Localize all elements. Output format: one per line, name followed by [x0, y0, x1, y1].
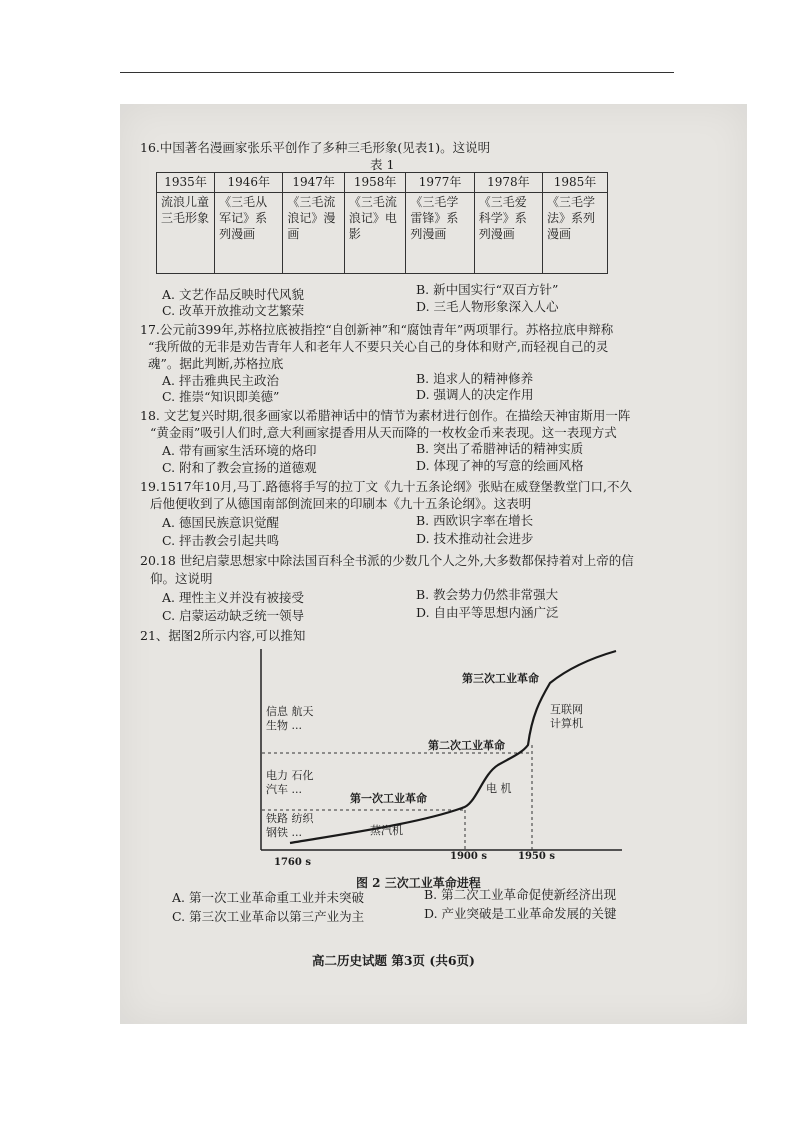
label-bio: 生物 ... — [266, 719, 302, 732]
tick-1760s: 1760 s — [274, 857, 311, 868]
table-year: 1958年 — [344, 173, 406, 193]
table-work: 《三毛从军记》系列漫画 — [215, 193, 283, 274]
q17-line-2: “我所做的无非是劝告青年人和老年人不要只关心自己的身体和财产,而轻视自己的灵 — [148, 339, 609, 354]
q19-option-b: B. 西欧识字率在增长 — [416, 513, 534, 528]
table-work: 流浪儿童三毛形象 — [157, 193, 215, 274]
q18-option-b: B. 突出了希腊神话的精神实质 — [416, 441, 584, 456]
q19-option-c: C. 抨击教会引起共鸣 — [162, 533, 280, 548]
label-steam: 蒸汽机 — [370, 824, 403, 837]
label-elec: 电力 石化 — [266, 769, 314, 782]
q17-option-b: B. 追求人的精神修养 — [416, 371, 534, 386]
label-rev1: 第一次工业革命 — [350, 792, 427, 805]
label-rail: 铁路 纺织 — [266, 812, 314, 825]
q21-option-a: A. 第一次工业革命重工业并未突破 — [172, 890, 364, 905]
q19-line-1: 19.1517年10月,马丁.路德将手写的拉丁文《九十五条论纲》张贴在威登堡教堂门口,不久 — [140, 479, 633, 494]
q21-option-d: D. 产业突破是工业革命发展的关键 — [424, 906, 617, 921]
q18-option-a: A. 带有画家生活环境的烙印 — [162, 443, 317, 458]
table-title: 表 1 — [370, 157, 395, 172]
q16-option-d: D. 三毛人物形象深入人心 — [416, 299, 559, 314]
table-work: 《三毛流浪记》漫画 — [283, 193, 345, 274]
q19-line-2: 后他便收到了从德国南部倒流回来的印刷本《九十五条论纲》。这表明 — [150, 496, 532, 511]
table-work: 《三毛爱科学》系列漫画 — [474, 193, 542, 274]
table-work: 《三毛流浪记》电影 — [344, 193, 406, 274]
table-year: 1946年 — [215, 173, 283, 193]
q16-option-a: A. 文艺作品反映时代风貌 — [162, 287, 304, 302]
q19-option-a: A. 德国民族意识觉醒 — [162, 515, 279, 530]
label-net: 互联网 — [550, 703, 583, 716]
q20-option-d: D. 自由平等思想内涵广泛 — [416, 605, 559, 620]
table-work: 《三毛学雷锋》系列漫画 — [406, 193, 474, 274]
q17-line-1: 17.公元前399年,苏格拉底被指控“自创新神”和“腐蚀青年”两项罪行。苏格拉底申辩称 — [140, 322, 614, 337]
q16-stem: 16.中国著名漫画家张乐平创作了多种三毛形象(见表1)。这说明 — [140, 140, 491, 155]
table-year: 1947年 — [283, 173, 345, 193]
q21-option-b: B. 第二次工业革命促使新经济出现 — [424, 887, 617, 902]
label-car: 汽车 ... — [266, 783, 302, 796]
q20-line-2: 仰。这说明 — [150, 571, 213, 586]
label-info: 信息 航天 — [266, 705, 314, 718]
tick-1950s: 1950 s — [518, 851, 555, 862]
q16-option-b: B. 新中国实行“双百方针” — [416, 282, 559, 297]
q17-option-d: D. 强调人的决定作用 — [416, 387, 534, 402]
q20-line-1: 20.18 世纪启蒙思想家中除法国百科全书派的少数几个人之外,大多数都保持着对上帝的信 — [140, 553, 634, 568]
q18-line-2: “黄金雨”吸引人们时,意大利画家提香用从天而降的一枚枚金币来表现。这一表现方式 — [150, 425, 617, 440]
label-motor: 电 机 — [486, 782, 512, 795]
table-year: 1985年 — [543, 173, 608, 193]
table-year: 1978年 — [474, 173, 542, 193]
page-footer: 高二历史试题 第3页 (共6页) — [312, 953, 475, 968]
q17-line-3: 魂”。据此判断,苏格拉底 — [148, 356, 284, 371]
q20-option-a: A. 理性主义并没有被接受 — [162, 590, 304, 605]
q21-option-c: C. 第三次工业革命以第三产业为主 — [172, 909, 365, 924]
label-rev2: 第二次工业革命 — [428, 739, 505, 752]
q17-option-c: C. 推崇“知识即美德” — [162, 389, 280, 404]
q18-option-c: C. 附和了教会宣扬的道德观 — [162, 460, 317, 475]
top-rule — [120, 72, 674, 73]
q21-stem: 21、据图2所示内容,可以推知 — [140, 628, 306, 643]
figure-caption: 图 2 三次工业革命进程 — [356, 876, 481, 890]
q18-option-d: D. 体现了神的写意的绘画风格 — [416, 458, 584, 473]
label-comp: 计算机 — [550, 717, 583, 730]
label-rev3: 第三次工业革命 — [462, 672, 539, 685]
industrial-revolution-figure — [250, 645, 630, 870]
q20-option-c: C. 启蒙运动缺乏统一领导 — [162, 608, 305, 623]
q19-option-d: D. 技术推动社会进步 — [416, 531, 534, 546]
table-year: 1977年 — [406, 173, 474, 193]
q20-option-b: B. 教会势力仍然非常强大 — [416, 587, 559, 602]
label-steel: 钢铁 ... — [266, 826, 302, 839]
table-year: 1935年 — [157, 173, 215, 193]
q16-option-c: C. 改革开放推动文艺繁荣 — [162, 303, 305, 318]
table-work: 《三毛学法》系列漫画 — [543, 193, 608, 274]
tick-1900s: 1900 s — [450, 851, 487, 862]
q17-option-a: A. 抨击雅典民主政治 — [162, 373, 279, 388]
q16-table — [156, 172, 608, 274]
q18-line-1: 18. 文艺复兴时期,很多画家以希腊神话中的情节为素材进行创作。在描绘天神宙斯用一阵 — [140, 408, 631, 423]
